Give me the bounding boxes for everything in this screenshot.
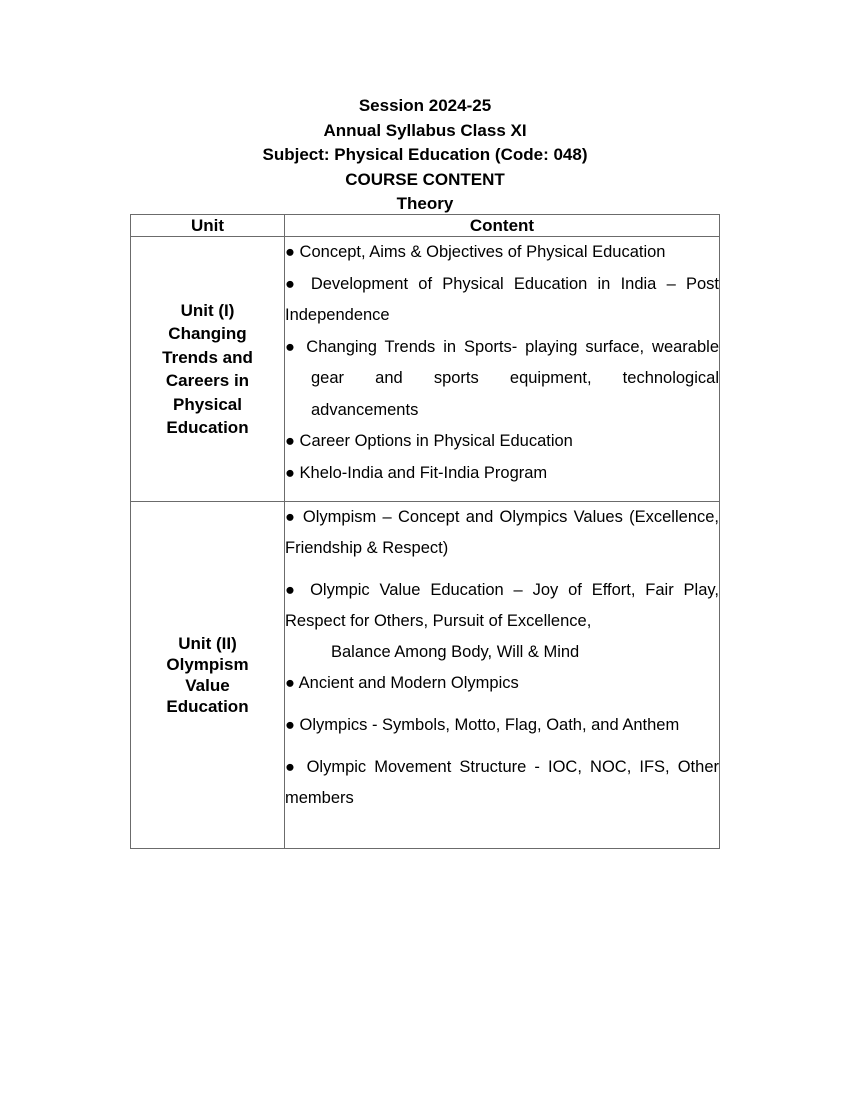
syllabus-table bbox=[130, 214, 720, 849]
unit-title-line: Unit (I) bbox=[180, 300, 235, 320]
list-item-continuation: Balance Among Body, Will & Mind bbox=[331, 643, 580, 661]
syllabus-title: Annual Syllabus Class XI bbox=[323, 120, 527, 140]
unit-1-title bbox=[131, 237, 285, 502]
section-title: Theory bbox=[396, 194, 454, 213]
list-item: ● Olympism – Concept and Olympics Values (Excellence, Friendship & Respect) bbox=[285, 508, 719, 557]
unit-title-line: Olympism bbox=[166, 655, 249, 674]
list-item: ● Concept, Aims & Objectives of Physical Education bbox=[285, 243, 666, 261]
unit-title-line: Careers in bbox=[165, 371, 250, 390]
unit-title-line: Unit (II) bbox=[178, 634, 237, 653]
list-item: ● Changing Trends in Sports- playing surface, wearable gear and sports equipment, technological advancements bbox=[285, 337, 719, 419]
unit-title-line: Education bbox=[166, 697, 249, 716]
list-item: ● Olympics - Symbols, Motto, Flag, Oath, and Anthem bbox=[285, 716, 680, 734]
session-title: Session 2024-25 bbox=[358, 96, 492, 115]
list-item: ● Olympic Value Education – Joy of Effort, Fair Play, Respect for Others, Pursuit of Excellence, bbox=[285, 581, 719, 630]
list-item: ● Khelo-India and Fit-India Program bbox=[285, 463, 548, 482]
unit-title-line: Education bbox=[166, 418, 249, 437]
course-content-title: COURSE CONTENT bbox=[345, 169, 505, 189]
list-item: ● Olympic Movement Structure - IOC, NOC, IFS, Other members bbox=[285, 758, 719, 807]
unit-2-content bbox=[285, 502, 720, 849]
unit-title-line: Trends and bbox=[162, 347, 253, 367]
unit-title-line: Value bbox=[185, 676, 230, 695]
list-item: ● Ancient and Modern Olympics bbox=[285, 674, 519, 692]
document-header bbox=[0, 94, 850, 217]
list-item: ● Development of Physical Education in India – Post Independence bbox=[285, 274, 719, 324]
column-header-unit: Unit bbox=[131, 215, 285, 237]
column-header-content: Content bbox=[285, 215, 720, 237]
subject-title: Subject: Physical Education (Code: 048) bbox=[262, 145, 588, 164]
table-row-unit-2 bbox=[131, 502, 720, 849]
unit-title-line: Physical bbox=[173, 394, 242, 414]
table-header-row bbox=[131, 215, 720, 237]
unit-title-line: Changing bbox=[168, 324, 247, 343]
unit-1-content bbox=[285, 237, 720, 502]
unit-2-title bbox=[131, 502, 285, 849]
list-item: ● Career Options in Physical Education bbox=[285, 432, 573, 450]
table-row-unit-1 bbox=[131, 237, 720, 502]
